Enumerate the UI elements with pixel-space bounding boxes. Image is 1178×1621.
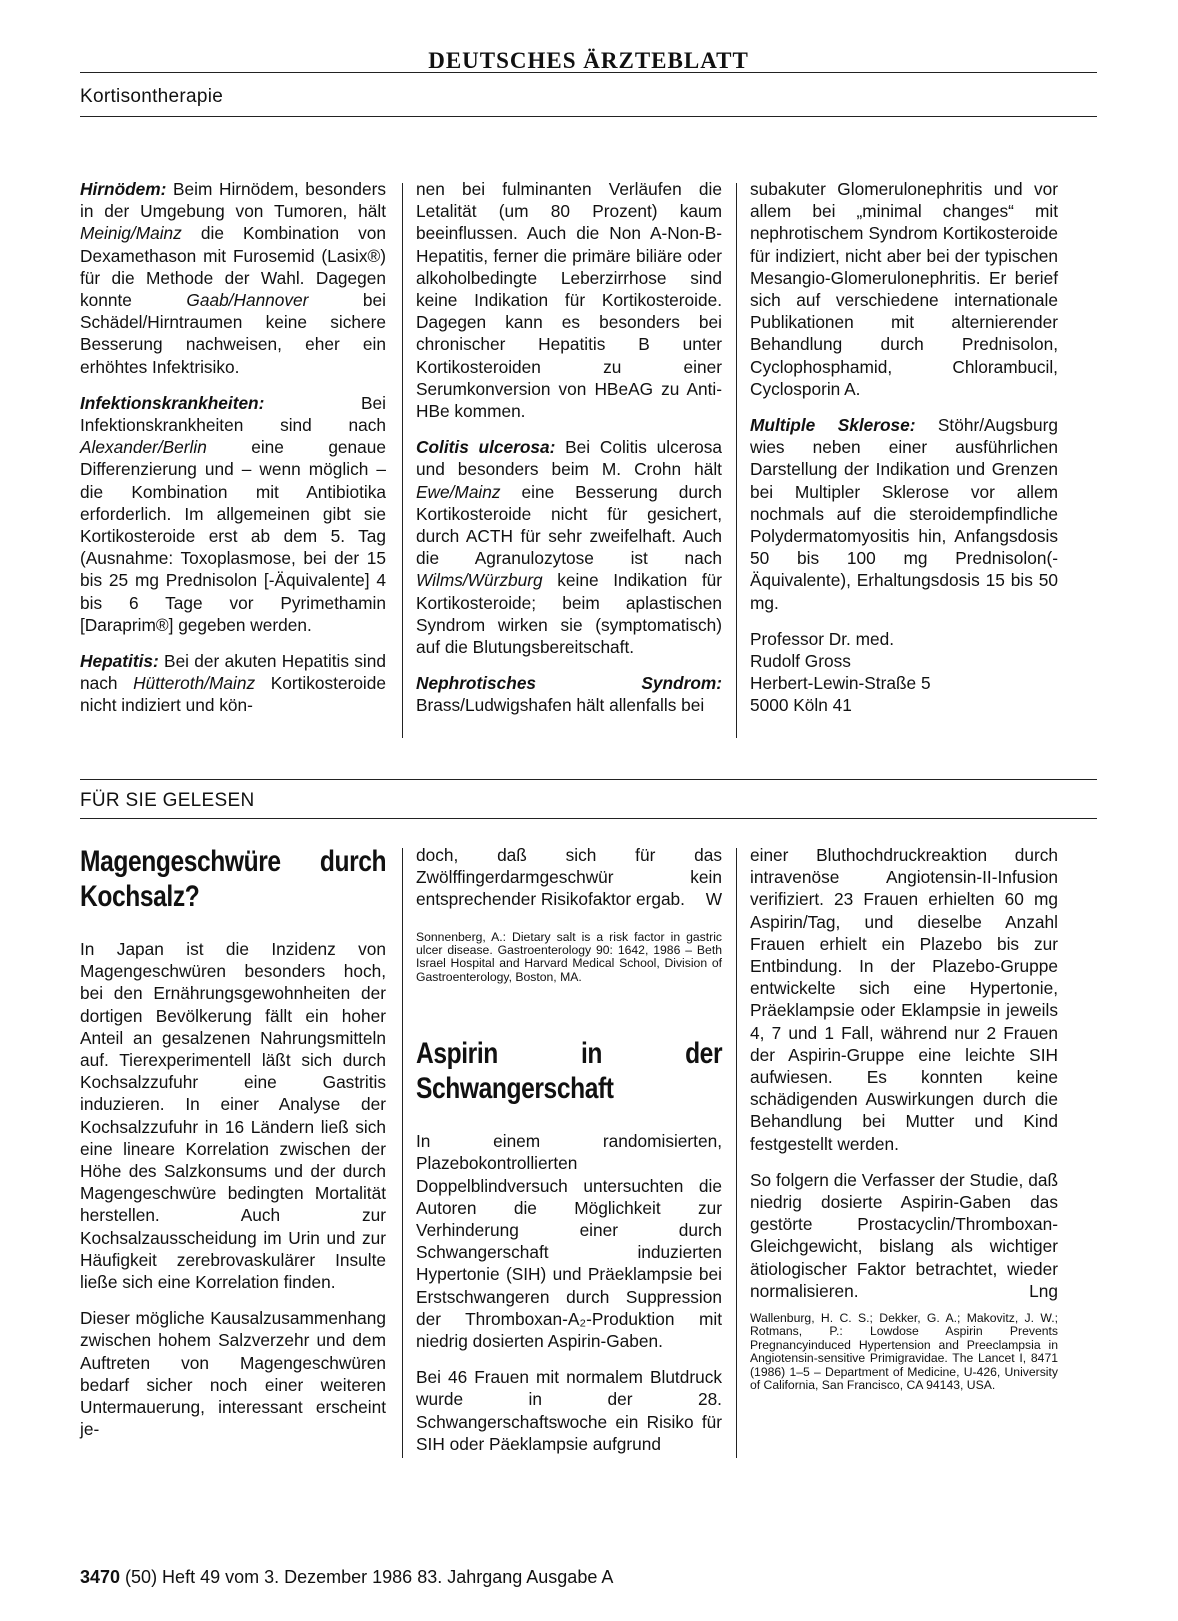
section-rule-top: [80, 779, 1097, 780]
page-footer: [80, 1567, 613, 1588]
author-initial: Lng: [1029, 1280, 1058, 1301]
paragraph-folgern: So folgern die Verfasser der Studie, daß niedrig dosierte Aspirin-Gaben das gestörte Prostacyclin/Thromboxan-Gleichgewicht, bislang als wichtiger ätiologischer Faktor betrachtet, wieder normalisieren. Lng: [750, 1169, 1058, 1301]
paragraph-bluthochdruck: einer Bluthochdruckreaktion durch intravenöse Angiotensin-II-Infusion verifiziert. 23 Frauen erhielten 60 mg Aspirin/Tag, und dieselbe Anzahl Frauen erhielt ein Plazebo bis zur Entbindung. In der Plazebo-Gruppe entwickelte sich eine Hypertonie, Präeklampsie oder Eklampsie in jeweils 4, 7 und 1 Fall, während nur 2 Frauen der Aspirin-Gruppe eine leichte SIH aufwiesen. Es konnten keine schädigenden Auswirkungen durch die Behandlung bei Mutter und Kind festgestellt werden.: [750, 845, 1058, 1154]
paragraph-nephrotisch-cont: subakuter Glomerulonephritis und vor allem bei „minimal changes“ mit nephrotischem Syndrom Kortikosteroide für indiziert, nicht aber bei der typischen Mesangio-Glomerulonephritis. Er berief sich auf verschiedene internationale Publikationen mit alternierender Behandlung durch Prednisolon, Cyclophosphamid, Chlorambucil, Cyclosporin A.: [750, 179, 1058, 399]
column-divider: [736, 183, 737, 738]
paragraph-japan: In Japan ist die Inzidenz von Magengeschwüren besonders hoch, bei den Ernährungsgewohnheiten der dortigen Bevölkerung fällt ein hoher Anteil an gesalzenen Nahrungsmitteln auf. Tierexperimentell läßt sich durch Kochsalzzufuhr eine Gastritis induzieren. In einer Analyse der Kochsalzzufuhr in 16 Ländern ließ sich eine lineare Korrelation zwischen der Höhe des Salzkonsums und der durch Magengeschwüre bedingten Mortalität herstellen. Auch zur Kochsalzausscheidung im Urin und zur Häufigkeit zerebrovaskulärer Insulte ließe sich eine Korrelation finden.: [80, 939, 386, 1293]
bottom-column-1: [80, 844, 386, 1440]
headline-magengeschwuere: Magengeschwüre durch Kochsalz?: [80, 845, 387, 913]
page-number: 3470: [80, 1567, 121, 1587]
paragraph-randomisiert: In einem randomisierten, Plazebokontrollierten Doppelblindversuch untersuchten die Autoren die Möglichkeit zur Verhinderung einer durch Schwangerschaft induzierten Hypertonie (SIH) und Präeklampsie bei Erstschwangeren durch Suppression der Thromboxan-A₂-Produktion mit niedrig dosierten Aspirin-Gaben.: [416, 1131, 722, 1352]
paragraph-hepatitis-cont: nen bei fulminanten Verläufen die Letalität (um 80 Prozent) kaum beeinflussen. Auch die Non A-Non-B-Hepatitis, ferner die primäre biliäre oder alkoholbedingte Leberzirrhose sind keine Indikation für Kortikosteroide. Dagegen kann es besonders bei chronischer Hepatitis B unter Kortikosteroiden zu einer Serumkonversion von HBeAG zu Anti-HBe kommen.: [416, 179, 722, 422]
paragraph-infektionskrankheiten: Infektionskrankheiten: Bei Infektionskrankheiten sind nach Alexander/Berlin eine genaue Differenzierung und – wenn möglich – die Kombination mit Antibiotika erforderlich. Im allgemeinen gibt sie Kortikosteroide erst ab dem 5. Tag (Ausnahme: Toxoplasmose, bei der 15 bis 25 mg Prednisolon [-Äquivalente] 4 bis 6 Tage vor Pyrimethamin [Daraprim®] gegeben werden.: [80, 392, 386, 635]
section-label-gelesen: FÜR SIE GELESEN: [80, 790, 255, 811]
paragraph-hepatitis: Hepatitis: Bei der akuten Hepatitis sind nach Hütteroth/Mainz Kortikosteroide nicht indiziert und kön-: [80, 651, 386, 716]
author-signature: Professor Dr. med. Rudolf Gross Herbert-Lewin-Straße 5 5000 Köln 41: [750, 628, 931, 716]
paragraph-zwoelffinger: doch, daß sich für das Zwölffingerdarmgeschwür kein entsprechender Risikofaktor ergab. W: [416, 845, 722, 910]
header-rule-top: [80, 72, 1097, 73]
top-column-1: [80, 178, 386, 717]
section-rule-bottom: [80, 818, 1097, 819]
paragraph-kausal: Dieser mögliche Kausalzusammenhang zwischen hohem Salzverzehr und dem Auftreten von Magengeschwüren bedarf sicher noch einer weiteren Untermauerung, interessant erscheint je-: [80, 1308, 386, 1440]
paragraph-hirnoedem: Hirnödem: Beim Hirnödem, besonders in der Umgebung von Tumoren, hält Meinig/Mainz die Kombination von Dexamethason mit Furosemid (Lasix®) für die Methode der Wahl. Dagegen konnte Gaab/Hannover bei Schädel/Hirntraumen keine sichere Besserung nachweisen, eher ein erhöhtes Infektrisiko.: [80, 179, 386, 377]
bottom-column-3: [750, 844, 1058, 1393]
bottom-column-2: [416, 844, 722, 1455]
masthead: DEUTSCHES ÄRZTEBLATT: [428, 48, 749, 73]
headline-aspirin: Aspirin in der Schwangerschaft: [416, 1037, 723, 1106]
header-rule-bottom: [80, 116, 1097, 117]
issue-info: (50) Heft 49 vom 3. Dezember 1986 83. Jahrgang Ausgabe A: [120, 1567, 614, 1587]
column-divider: [402, 183, 403, 738]
top-column-2: [416, 178, 722, 717]
paragraph-46-frauen: Bei 46 Frauen mit normalem Blutdruck wurde in der 28. Schwangerschaftswoche ein Risiko für SIH oder Päeklampsie aufgrund: [416, 1367, 722, 1454]
column-divider: [736, 848, 737, 1458]
top-column-3: [750, 178, 1058, 717]
author-initial: W: [705, 889, 722, 910]
paragraph-colitis: Colitis ulcerosa: Bei Colitis ulcerosa und besonders beim M. Crohn hält Ewe/Mainz eine Besserung durch Kortikosteroide nicht für gesichert, durch ACTH für sehr zweifelhaft. Auch die Agranulozytose ist nach Wilms/Würzburg keine Indikation für Kortikosteroide; beim aplastischen Syndrom wirken sie (symptomatisch) auf die Blutungsbereitschaft.: [416, 437, 722, 658]
reference-wallenburg: Wallenburg, H. C. S.; Dekker, G. A.; Makovitz, J. W.; Rotmans, P.: Lowdose Aspirin Prevents Pregnancyinduced Hypertension and Preeclampsia in Angiotensin-sensitive Primigravidae. The Lancet I, 8471 (1986) 1–5 – Department of Medicine, U-426, University of California, San Francisco, CA 94143, USA.: [750, 1311, 1058, 1393]
paragraph-multiple-sklerose: Multiple Sklerose: Stöhr/Augsburg wies neben einer ausführlichen Darstellung der Indikation und Grenzen bei Multipler Sklerose vor allem nochmals auf die steroidempfindliche Polydermatomyositis hin, Anfangsdosis 50 bis 100 mg Prednisolon(-Äquivalente), Erhaltungsdosis 15 bis 50 mg.: [750, 415, 1058, 613]
column-divider: [402, 848, 403, 1458]
section-title: Kortisontherapie: [80, 86, 224, 107]
reference-sonnenberg: Sonnenberg, A.: Dietary salt is a risk factor in gastric ulcer disease. Gastroenterology 90: 1642, 1986 – Beth Israel Hospital and Harvard Medical School, Division of Gastroenterology, Boston, MA.: [416, 929, 722, 984]
paragraph-nephrotisch: Nephrotisches Syndrom: Brass/Ludwigshafen hält allenfalls bei: [416, 673, 722, 716]
